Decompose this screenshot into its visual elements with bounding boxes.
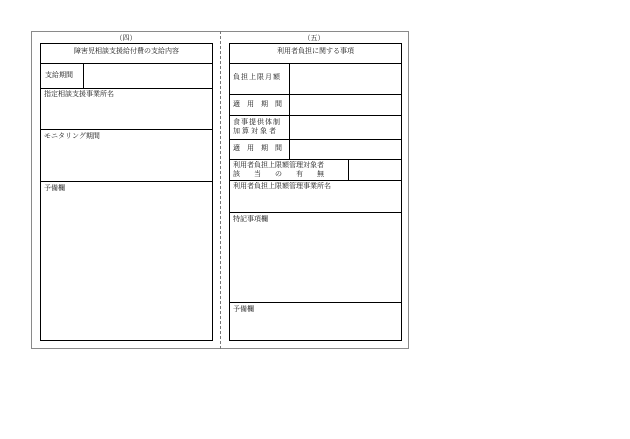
right-page-number: （五） — [303, 34, 325, 42]
divider — [230, 63, 401, 64]
special-notes-label: 特記事項欄 — [233, 215, 268, 223]
meal-provision-label-2: 加算対象者 — [233, 127, 278, 135]
divider — [230, 212, 401, 213]
right-panel-title: 利用者負担に関する事項 — [277, 47, 354, 55]
provider-name-label: 指定相談支援事業所名 — [44, 90, 114, 98]
divider — [41, 88, 212, 89]
divider — [41, 129, 212, 130]
spare-field-label: 予備欄 — [44, 184, 65, 192]
cap-management-label-2: 該 当 の 有 無 — [233, 170, 324, 178]
divider — [289, 63, 290, 159]
left-page-number: （四） — [115, 34, 137, 42]
supply-period-label: 支給期間 — [45, 71, 73, 79]
divider — [230, 302, 401, 303]
left-panel-title: 障害児相談支援給付費の支給内容 — [74, 47, 179, 55]
divider — [83, 63, 84, 88]
monitoring-period-label: モニタリング期間 — [44, 132, 100, 140]
cap-management-provider-label: 利用者負担上限額管理事業所名 — [233, 182, 331, 190]
divider — [348, 159, 349, 180]
right-panel — [229, 43, 402, 341]
divider — [230, 94, 401, 95]
left-panel — [40, 43, 213, 341]
fold-line — [220, 31, 221, 349]
divider — [230, 139, 401, 140]
divider — [41, 63, 212, 64]
apply-period-label: 適 用 期 間 — [233, 100, 282, 108]
apply-period-label-2: 適 用 期 間 — [233, 144, 282, 152]
divider — [230, 180, 401, 181]
meal-provision-label-1: 食事提供体制 — [233, 118, 281, 126]
divider — [230, 115, 401, 116]
divider — [230, 159, 401, 160]
monthly-cap-label: 負担上限月額 — [233, 73, 281, 81]
cap-management-label-1: 利用者負担上限額管理対象者 — [233, 161, 324, 169]
spare-field-label: 予備欄 — [233, 305, 254, 313]
divider — [41, 181, 212, 182]
